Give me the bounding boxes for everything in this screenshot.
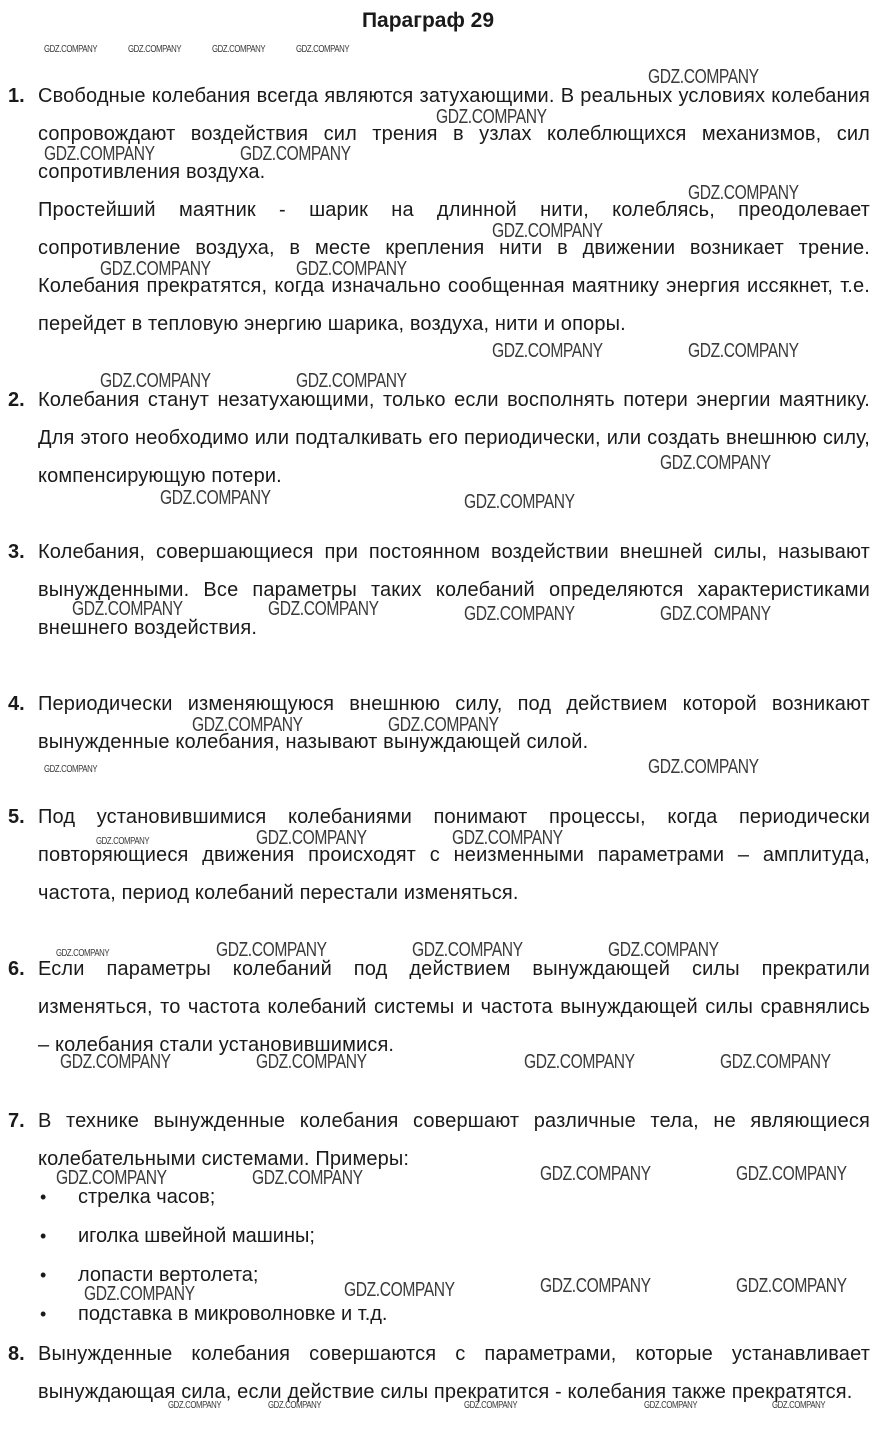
watermark: GDZ.COMPANY	[60, 1051, 171, 1073]
bullet-icon: •	[40, 1304, 47, 1324]
watermark: GDZ.COMPANY	[168, 1400, 222, 1411]
list-item-6	[8, 950, 870, 1064]
list-item-1	[8, 77, 870, 343]
item-number: 7.	[8, 1110, 25, 1132]
watermark: GDZ.COMPANY	[100, 370, 211, 392]
bullet-item	[8, 1178, 870, 1217]
item-number: 3.	[8, 541, 25, 563]
bullet-text: подставка в микроволновке и т.д.	[78, 1303, 388, 1325]
watermark: GDZ.COMPANY	[412, 939, 523, 961]
watermark: GDZ.COMPANY	[436, 106, 547, 128]
watermark: GDZ.COMPANY	[72, 598, 183, 620]
watermark: GDZ.COMPANY	[524, 1051, 635, 1073]
watermark: GDZ.COMPANY	[772, 1400, 826, 1411]
watermark: GDZ.COMPANY	[644, 1400, 698, 1411]
item-number: 4.	[8, 693, 25, 715]
item-number: 8.	[8, 1343, 25, 1365]
bullet-icon: •	[40, 1226, 47, 1246]
watermark: GDZ.COMPANY	[212, 44, 266, 55]
watermark: GDZ.COMPANY	[84, 1283, 195, 1305]
watermark: GDZ.COMPANY	[216, 939, 327, 961]
watermark: GDZ.COMPANY	[192, 714, 303, 736]
watermark: GDZ.COMPANY	[128, 44, 182, 55]
watermark: GDZ.COMPANY	[296, 370, 407, 392]
watermark: GDZ.COMPANY	[56, 1167, 167, 1189]
item-number: 6.	[8, 958, 25, 980]
watermark: GDZ.COMPANY	[540, 1275, 651, 1297]
bullet-text: иголка швейной машины;	[78, 1225, 315, 1247]
list-item-7	[8, 1102, 870, 1334]
bullet-item	[8, 1217, 870, 1256]
watermark: GDZ.COMPANY	[736, 1275, 847, 1297]
item-paragraph: Если параметры колебаний под действием вынуждающей силы прекратили изменяться, то частота колебаний системы и частота вынуждающей силы сравнялись – колебания стали установившимися.	[38, 958, 870, 1056]
item-number: 5.	[8, 806, 25, 828]
examples-list	[8, 1178, 870, 1334]
watermark: GDZ.COMPANY	[100, 258, 211, 280]
item-paragraph: Под установившимися колебаниями понимают процессы, когда периодически повторяющиеся движения происходят с неизменными параметрами – амплитуда, частота, период колебаний перестали изменяться.	[38, 806, 870, 904]
item-paragraph: Колебания станут незатухающими, только если восполнять потери энергии маятнику. Для этого необходимо или подталкивать его периодически, или создать внешнюю силу, компенсирующую потери.	[38, 389, 870, 487]
watermark: GDZ.COMPANY	[44, 764, 98, 775]
watermark: GDZ.COMPANY	[660, 452, 771, 474]
watermark: GDZ.COMPANY	[608, 939, 719, 961]
watermark: GDZ.COMPANY	[252, 1167, 363, 1189]
watermark: GDZ.COMPANY	[540, 1163, 651, 1185]
bullet-text: стрелка часов;	[78, 1186, 216, 1208]
item-number: 2.	[8, 389, 25, 411]
item-paragraph: Вынужденные колебания совершаются с параметрами, которые устанавливает вынуждающая сила, если действие силы прекратится - колебания также прекратятся.	[38, 1343, 870, 1403]
watermark: GDZ.COMPANY	[96, 836, 150, 847]
watermark: GDZ.COMPANY	[464, 1400, 518, 1411]
watermark: GDZ.COMPANY	[256, 1051, 367, 1073]
watermark: GDZ.COMPANY	[56, 948, 110, 959]
item-paragraph: Периодически изменяющуюся внешнюю силу, под действием которой возникают вынужденные колебания, называют вынуждающей силой.	[38, 693, 870, 753]
page-title: Параграф 29	[361, 9, 495, 32]
watermark: GDZ.COMPANY	[648, 756, 759, 778]
watermark: GDZ.COMPANY	[268, 598, 379, 620]
watermark: GDZ.COMPANY	[344, 1279, 455, 1301]
watermark: GDZ.COMPANY	[492, 340, 603, 362]
watermark: GDZ.COMPANY	[256, 827, 367, 849]
bullet-icon: •	[40, 1265, 47, 1285]
item-paragraph: В технике вынужденные колебания совершают различные тела, не являющиеся колебательными системами. Примеры:	[38, 1110, 870, 1170]
watermark: GDZ.COMPANY	[492, 220, 603, 242]
watermark: GDZ.COMPANY	[464, 491, 575, 513]
list-item-4	[8, 685, 870, 761]
list-item-8	[8, 1335, 870, 1411]
watermark: GDZ.COMPANY	[296, 44, 350, 55]
bullet-text: лопасти вертолета;	[78, 1264, 259, 1286]
list-item-2	[8, 381, 870, 495]
watermark: GDZ.COMPANY	[688, 182, 799, 204]
item-paragraph: Простейший маятник - шарик на длинной нити, колеблясь, преодолевает сопротивление воздуха, в месте крепления нити в движении возникает трение. Колебания прекратятся, когда изначально сообщенная маятнику энергия иссякнет, т.е. перейдет в тепловую энергию шарика, воздуха, нити и опоры.	[38, 199, 870, 335]
item-paragraph: Свободные колебания всегда являются затухающими. В реальных условиях колебания сопровождают воздействия сил трения в узлах колеблющихся механизмов, сил сопротивления воздуха.	[38, 85, 870, 183]
watermark: GDZ.COMPANY	[648, 66, 759, 88]
watermark: GDZ.COMPANY	[160, 487, 271, 509]
watermark: GDZ.COMPANY	[452, 827, 563, 849]
watermark: GDZ.COMPANY	[688, 340, 799, 362]
watermark: GDZ.COMPANY	[464, 603, 575, 625]
watermark: GDZ.COMPANY	[736, 1163, 847, 1185]
watermark: GDZ.COMPANY	[268, 1400, 322, 1411]
watermark: GDZ.COMPANY	[44, 44, 98, 55]
item-paragraph: Колебания, совершающиеся при постоянном воздействии внешней силы, называют вынужденными. Все параметры таких колебаний определяются характеристиками внешнего воздействия.	[38, 541, 870, 639]
watermark: GDZ.COMPANY	[240, 143, 351, 165]
watermark: GDZ.COMPANY	[296, 258, 407, 280]
watermark: GDZ.COMPANY	[44, 143, 155, 165]
bullet-item	[8, 1295, 870, 1334]
item-number: 1.	[8, 85, 25, 107]
watermark: GDZ.COMPANY	[388, 714, 499, 736]
list-item-5	[8, 798, 870, 912]
list-item-3	[8, 533, 870, 647]
watermark: GDZ.COMPANY	[720, 1051, 831, 1073]
watermark: GDZ.COMPANY	[660, 603, 771, 625]
bullet-icon: •	[40, 1187, 47, 1207]
bullet-item	[8, 1256, 870, 1295]
